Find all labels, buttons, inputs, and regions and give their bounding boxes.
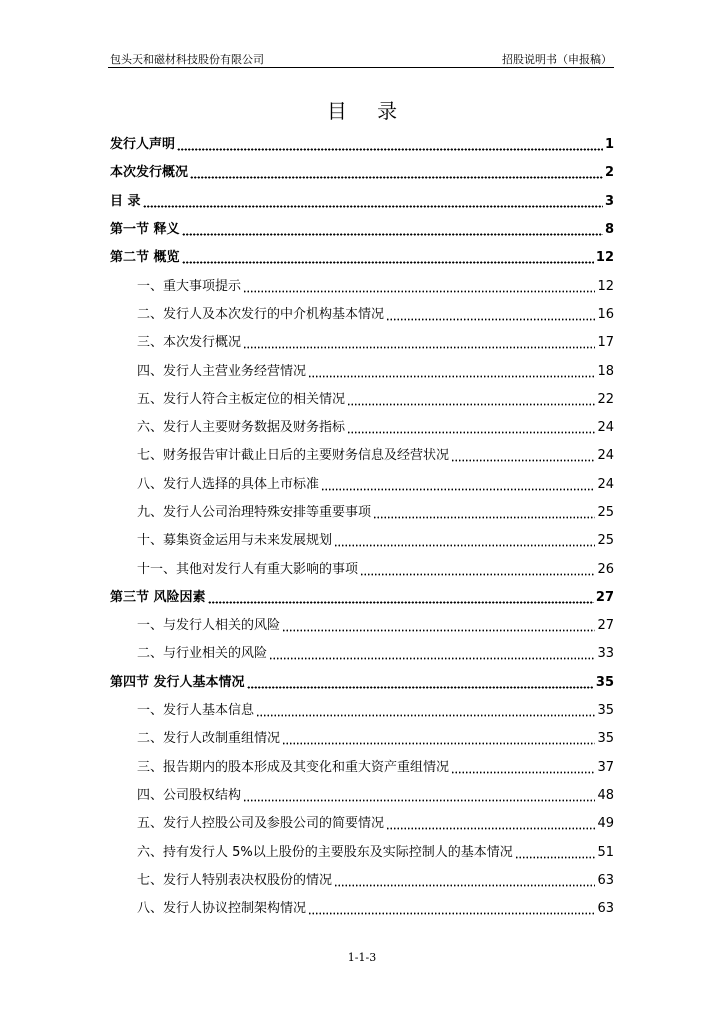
toc-entry[interactable] [110, 329, 614, 357]
toc-entry[interactable] [110, 838, 614, 866]
toc-entry-label: 第二节 概览 [110, 250, 180, 266]
toc-dot-leader [143, 198, 603, 208]
toc-dot-leader [243, 339, 595, 349]
toc-dot-leader [451, 764, 595, 774]
toc-entry-page-number: 27 [595, 589, 614, 605]
toc-dot-leader [256, 707, 595, 717]
toc-entry-label: 本次发行概况 [110, 165, 189, 181]
toc-dot-leader [243, 792, 595, 802]
toc-entry-label: 发行人声明 [110, 137, 176, 153]
toc-dot-leader [321, 481, 595, 491]
toc-entry[interactable] [110, 188, 614, 216]
toc-entry-label: 五、发行人控股公司及参股公司的简要情况 [137, 816, 385, 832]
table-of-contents [110, 131, 614, 923]
toc-entry-page-number: 22 [597, 391, 614, 407]
toc-entry-label: 一、发行人基本信息 [137, 703, 255, 719]
toc-dot-leader [347, 424, 595, 434]
toc-entry[interactable] [110, 414, 614, 442]
toc-entry-page-number: 37 [597, 759, 614, 775]
page-number: 1-1-3 [347, 951, 377, 964]
toc-entry-label: 三、本次发行概况 [137, 335, 242, 351]
toc-entry[interactable] [110, 244, 614, 272]
toc-entry-label: 四、公司股权结构 [137, 787, 242, 803]
toc-entry-page-number: 51 [597, 844, 614, 860]
toc-entry[interactable] [110, 159, 614, 187]
toc-entry[interactable] [110, 442, 614, 470]
toc-entry-label: 五、发行人符合主板定位的相关情况 [137, 391, 346, 407]
toc-dot-leader [177, 141, 603, 151]
toc-entry-label: 一、重大事项提示 [137, 278, 242, 294]
toc-entry-label: 二、与行业相关的风险 [137, 646, 268, 662]
toc-entry[interactable] [110, 386, 614, 414]
toc-entry-page-number: 24 [597, 476, 614, 492]
toc-entry-page-number: 3 [604, 193, 614, 209]
header-document-type: 招股说明书（申报稿） [502, 53, 612, 66]
toc-dot-leader [182, 254, 594, 264]
toc-entry-label: 九、发行人公司治理特殊安排等重要事项 [137, 505, 372, 520]
toc-entry[interactable] [110, 782, 614, 810]
toc-entry-label: 八、发行人选择的具体上市标准 [137, 476, 320, 492]
toc-entry-page-number: 18 [597, 363, 614, 379]
toc-entry-page-number: 35 [597, 703, 614, 719]
toc-entry-page-number: 16 [597, 306, 614, 322]
toc-dot-leader [308, 368, 595, 378]
toc-dot-leader [373, 509, 595, 519]
toc-entry-label: 第四节 发行人基本情况 [110, 674, 245, 690]
toc-entry-page-number: 35 [595, 674, 614, 690]
toc-entry[interactable] [110, 216, 614, 244]
header-company-name: 包头天和磁材科技股份有限公司 [110, 53, 264, 66]
toc-entry-page-number: 48 [597, 787, 614, 803]
toc-dot-leader [334, 537, 595, 547]
toc-entry-page-number: 63 [597, 872, 614, 888]
toc-entry-page-number: 24 [597, 448, 614, 464]
toc-entry[interactable] [110, 131, 614, 159]
toc-dot-leader [360, 566, 595, 576]
toc-entry-page-number: 35 [597, 731, 614, 747]
toc-entry[interactable] [110, 867, 614, 895]
toc-entry[interactable] [110, 697, 614, 725]
toc-entry[interactable] [110, 471, 614, 499]
toc-entry[interactable] [110, 584, 614, 612]
toc-dot-leader [269, 650, 595, 660]
toc-entry-page-number: 27 [597, 618, 614, 634]
toc-entry[interactable] [110, 754, 614, 782]
toc-entry-label: 四、发行人主营业务经营情况 [137, 363, 307, 379]
toc-entry-label: 八、发行人协议控制架构情况 [137, 901, 307, 917]
toc-entry-page-number: 17 [597, 335, 614, 351]
toc-entry-page-number: 12 [597, 278, 614, 294]
toc-entry[interactable] [110, 301, 614, 329]
toc-entry[interactable] [110, 725, 614, 753]
toc-entry[interactable] [110, 357, 614, 385]
toc-dot-leader [347, 396, 595, 406]
toc-entry-page-number: 8 [604, 222, 614, 238]
toc-dot-leader [282, 735, 595, 745]
toc-dot-leader [386, 820, 595, 830]
toc-dot-leader [386, 311, 595, 321]
toc-entry-label: 十、募集资金运用与未来发展规划 [137, 533, 333, 549]
toc-entry-label: 一、与发行人相关的风险 [137, 618, 281, 634]
toc-entry-label: 目 录 [110, 193, 141, 209]
toc-dot-leader [208, 594, 594, 604]
toc-entry-page-number: 33 [597, 646, 614, 662]
toc-dot-leader [247, 679, 594, 689]
toc-entry[interactable] [110, 555, 614, 583]
toc-entry-label: 二、发行人及本次发行的中介机构基本情况 [137, 306, 385, 322]
toc-entry-label: 七、发行人特别表决权股份的情况 [137, 872, 333, 888]
toc-entry-label: 第三节 风险因素 [110, 589, 206, 605]
toc-dot-leader [334, 877, 595, 887]
toc-entry[interactable] [110, 669, 614, 697]
toc-dot-leader [243, 283, 595, 293]
toc-entry-page-number: 49 [597, 816, 614, 832]
toc-entry[interactable] [110, 272, 614, 300]
toc-dot-leader [282, 622, 595, 632]
toc-entry[interactable] [110, 527, 614, 555]
toc-dot-leader [451, 452, 595, 462]
toc-dot-leader [515, 849, 596, 859]
toc-entry-page-number: 63 [597, 901, 614, 917]
toc-entry-page-number: 26 [597, 561, 614, 577]
toc-entry[interactable] [110, 895, 614, 923]
toc-entry-page-number: 12 [595, 250, 614, 266]
toc-entry-page-number: 24 [597, 420, 614, 436]
page-title: 目 录 [326, 99, 410, 123]
toc-entry-page-number: 25 [597, 533, 614, 549]
toc-entry[interactable] [110, 640, 614, 668]
toc-entry[interactable] [110, 810, 614, 838]
page-header [108, 47, 614, 68]
toc-entry-label: 第一节 释义 [110, 222, 180, 238]
toc-entry[interactable] [110, 499, 614, 527]
toc-entry-page-number: 25 [597, 505, 614, 520]
toc-dot-leader [308, 905, 595, 915]
toc-entry-page-number: 1 [604, 137, 614, 153]
toc-entry-label: 三、报告期内的股本形成及其变化和重大资产重组情况 [137, 759, 450, 775]
toc-entry-label: 十一、其他对发行人有重大影响的事项 [137, 561, 359, 577]
toc-entry-page-number: 2 [604, 165, 614, 181]
toc-entry-label: 七、财务报告审计截止日后的主要财务信息及经营状况 [137, 448, 450, 464]
toc-dot-leader [182, 226, 603, 236]
toc-entry-label: 六、发行人主要财务数据及财务指标 [137, 420, 346, 436]
toc-entry-label: 二、发行人改制重组情况 [137, 731, 281, 747]
toc-entry[interactable] [110, 612, 614, 640]
toc-dot-leader [190, 169, 603, 179]
toc-entry-label: 六、持有发行人 5%以上股份的主要股东及实际控制人的基本情况 [137, 844, 513, 860]
